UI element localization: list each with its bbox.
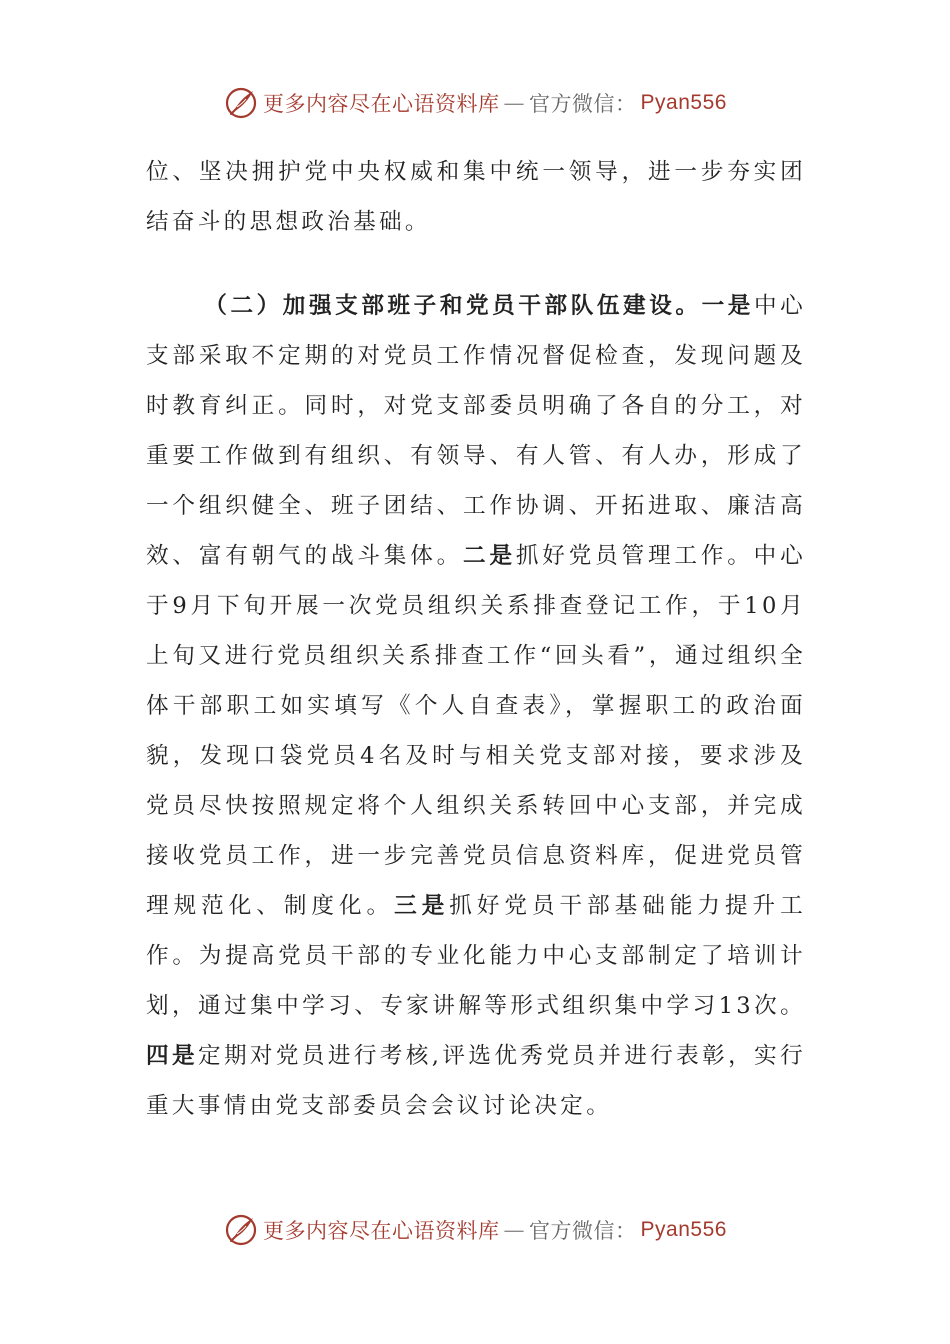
point-4-label: 四是 [146,1043,198,1069]
paragraph-team-building [146,281,806,1131]
point-1-text: 中心支部采取不定期的对党员工作情况督促检查，发现问题及时教育纠正。同时，对党支部委员明确了各自的分工，对重要工作做到有组织、有领导、有人管、有人办，形成了一个组织健全、班子团结、工作协调、开拓进取、廉洁高效、富有朝气的战斗集体。 [146,293,807,569]
point-3-text: 抓好党员干部基础能力提升工作。为提高党员干部的专业化能力中心支部制定了培训计划，通过集中学习、专家讲解等形式组织集中学习13次。 [146,893,806,1019]
footer-banner [0,1210,950,1250]
header-banner-content [223,85,727,121]
point-1-label: 一是 [701,293,754,319]
header-brand-text: 更多内容尽在心语资料库 [263,92,500,116]
footer-wechat-label: 官方微信： [529,1219,637,1243]
point-2-text: 抓好党员管理工作。中心于9月下旬开展一次党员组织关系排查登记工作，于10月上旬又进行党员组织关系排查工作“回头看”，通过组织全体干部职工如实填写《个人自查表》，掌握职工的政治面貌，发现口袋党员4名及时与相关党支部对接，要求涉及党员尽快按照规定将个人组织关系转回中心支部，并完成接收党员工作，进一步完善党员信息资料库，促进党员管理规范化、制度化。 [146,543,806,919]
footer-wechat-id: Pyan556 [640,1218,727,1241]
point-3-label: 三是 [394,893,450,919]
point-2-label: 二是 [463,543,516,569]
header-wechat-label: 官方微信： [529,92,637,116]
header-wechat-id: Pyan556 [640,91,727,114]
quill-logo-icon [223,85,259,121]
paragraph-continuation: 位、坚决拥护党中央权威和集中统一领导，进一步夯实团结奋斗的思想政治基础。 [146,159,806,235]
footer-separator: — [503,1218,526,1242]
header-separator: — [503,91,526,115]
header-banner [0,83,950,123]
footer-brand-text: 更多内容尽在心语资料库 [263,1219,500,1243]
section-heading: （二）加强支部班子和党员干部队伍建设。 [204,293,702,319]
quill-logo-icon [223,1212,259,1248]
point-4-text: 定期对党员进行考核,评选优秀党员并进行表彰，实行重大事情由党支部委员会会议讨论决定。 [146,1043,806,1119]
footer-banner-content [223,1212,727,1248]
